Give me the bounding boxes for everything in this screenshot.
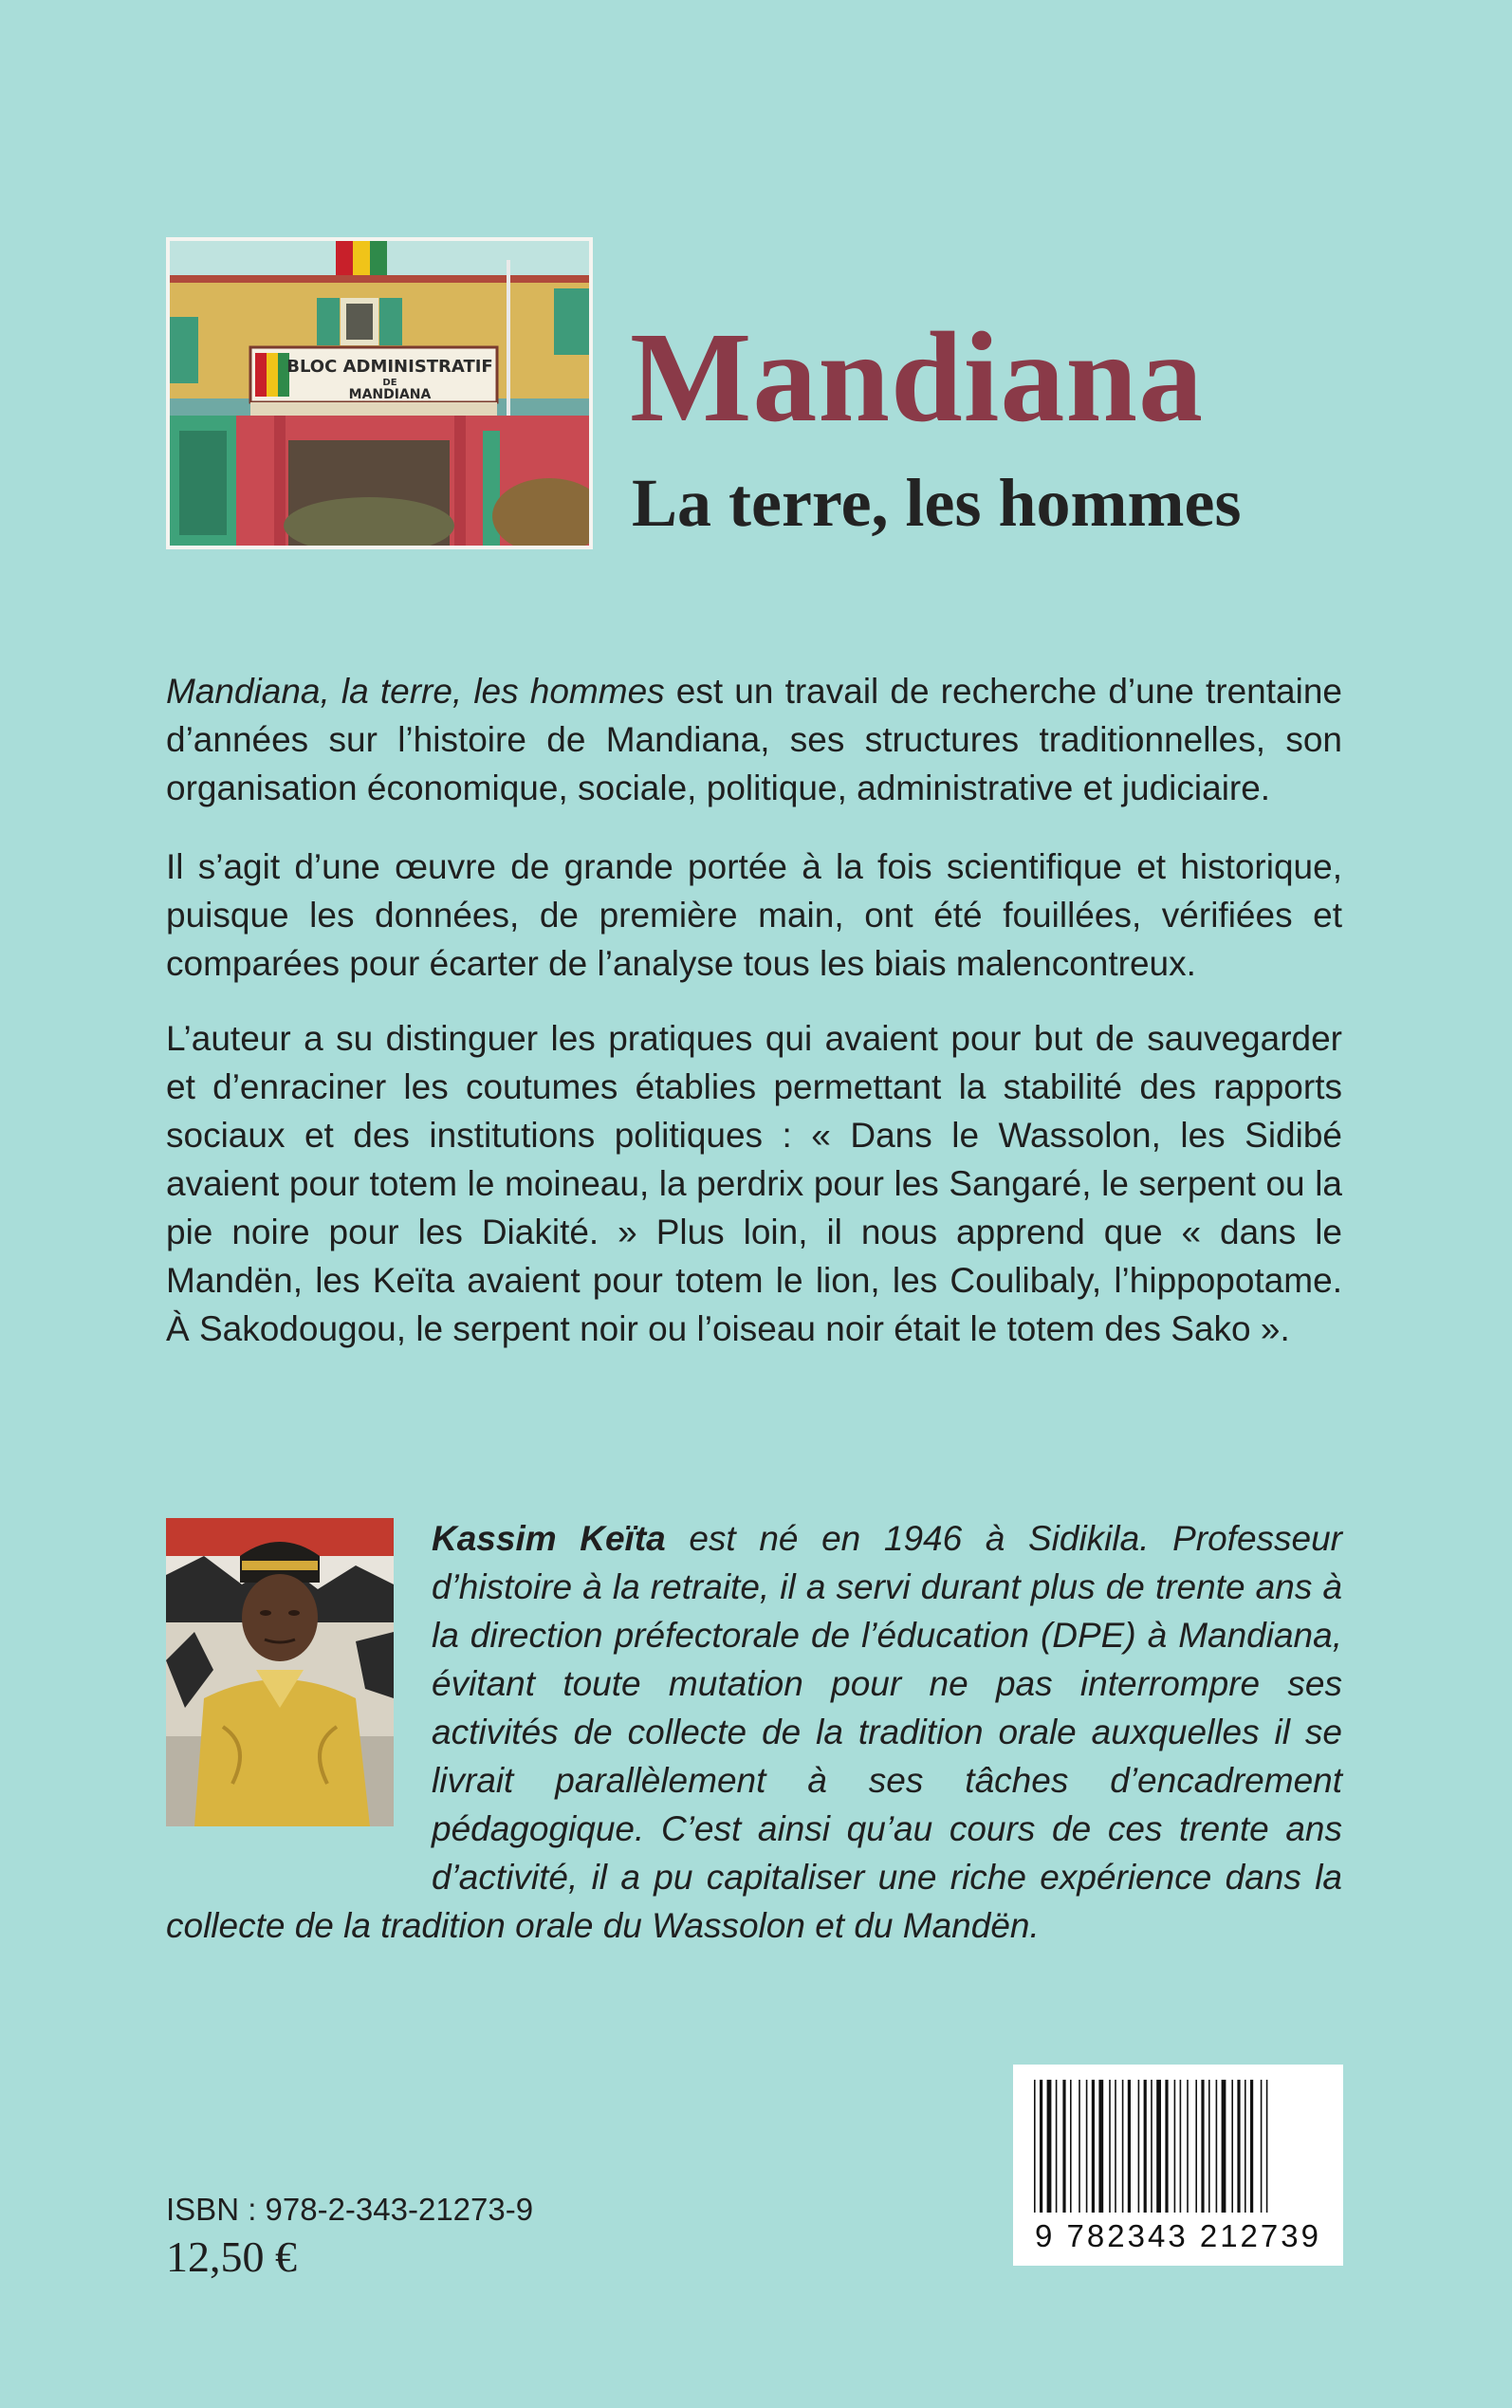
barcode-bar <box>1151 2080 1152 2213</box>
barcode-bar <box>1138 2080 1140 2213</box>
barcode-bar <box>1266 2080 1268 2213</box>
barcode-bar <box>1056 2080 1058 2213</box>
barcode-bar <box>1231 2080 1233 2213</box>
barcode-bar <box>1174 2080 1176 2213</box>
barcode-bar <box>1216 2080 1218 2213</box>
barcode-bar <box>1237 2080 1240 2213</box>
barcode-bar <box>1180 2080 1182 2213</box>
barcode-bar <box>1047 2080 1052 2213</box>
barcode-bar <box>1040 2080 1042 2213</box>
summary-title-italic: Mandiana, la terre, les hommes <box>166 672 665 711</box>
book-subtitle: La terre, les hommes <box>632 465 1242 541</box>
barcode-bar <box>1245 2080 1246 2213</box>
barcode-bar <box>1115 2080 1116 2213</box>
barcode-bar <box>1208 2080 1210 2213</box>
author-photo-spacer <box>166 1514 432 1856</box>
barcode-digits: 9 782343 212739 <box>1035 2218 1321 2253</box>
barcode-bar <box>1092 2080 1095 2213</box>
book-title: Mandiana <box>630 306 1205 449</box>
author-bio <box>166 1514 1342 1950</box>
summary-paragraph-3: L’auteur a su distinguer les pratiques qui avaient pour but de sauvegarder et d’enraciner les coutumes établies permettant la stabilité des rapports sociaux et des institutions politiques : « Dans le Wassolon, les Sidibé avaient pour totem le moineau, la perdrix pour les Sangaré, le serpent ou la pie noire pour les Diakité. » Plus loin, il nous apprend que « dans le Mandën, les Keïta avaient pour totem le lion, les Coulibaly, l’hippopotame. À Sakodougou, le serpent noir ou l’oiseau noir était le totem des Sako ». <box>166 1019 1342 1348</box>
summary-paragraph-1 <box>166 667 1342 812</box>
sign-line3: MANDIANA <box>348 387 432 402</box>
barcode-bar <box>1201 2080 1204 2213</box>
isbn: ISBN : 978-2-343-21273-9 <box>166 2192 534 2227</box>
barcode-bar <box>1250 2080 1253 2213</box>
price: 12,50 € <box>166 2232 297 2281</box>
author-name: Kassim Keïta <box>432 1519 666 1558</box>
barcode-bar <box>1144 2080 1147 2213</box>
barcode-bar <box>1079 2080 1080 2213</box>
barcode-bar <box>1222 2080 1226 2213</box>
building-photo <box>166 237 593 549</box>
barcode-bar <box>1034 2080 1036 2213</box>
barcode-bar <box>1109 2080 1111 2213</box>
author-bio-text: est né en 1946 à Sidikila. Professeur d’histoire à la retraite, il a servi durant plus de trente ans à la direction préfectorale de l’éducation (DPE) à Mandiana, évitant toute mutation pour ne pas interrompre ses activités de collecte de la tradition orale auxquelles il se livrait parallèlement à ses tâches d’encadrement pédagogique. C’est ainsi qu’au cours de ces trente ans d’activité, il a pu capitaliser une riche expérience dans la collecte de la tradition orale du Wassolon et du Mandën. <box>166 1519 1343 1945</box>
barcode-bar <box>1156 2080 1161 2213</box>
barcode-bar <box>1165 2080 1168 2213</box>
barcode-bar <box>1070 2080 1072 2213</box>
barcode <box>1013 2065 1343 2266</box>
summary-paragraph-2: Il s’agit d’une œuvre de grande portée à la fois scientifique et historique, puisque les données, de première main, ont été fouillées, vérifiées et comparées pour écarter de l’analyse tous les biais malencontreux. <box>166 847 1342 983</box>
barcode-bar <box>1195 2080 1197 2213</box>
barcode-bar <box>1187 2080 1189 2213</box>
barcode-bar <box>1128 2080 1131 2213</box>
summary-p1-text: est un travail de recherche d’une trentaine d’années sur l’histoire de Mandiana, ses structures traditionnelles, son organisation économique, sociale, politique, administrative et judiciaire. <box>166 672 1342 807</box>
barcode-bar <box>1098 2080 1103 2213</box>
barcode-bar <box>1086 2080 1088 2213</box>
barcode-bar <box>1261 2080 1263 2213</box>
barcode-bar <box>1122 2080 1124 2213</box>
barcode-bar <box>1062 2080 1065 2213</box>
sign-line2: DE <box>382 378 397 388</box>
sign-line1: BLOC ADMINISTRATIF <box>286 357 493 377</box>
